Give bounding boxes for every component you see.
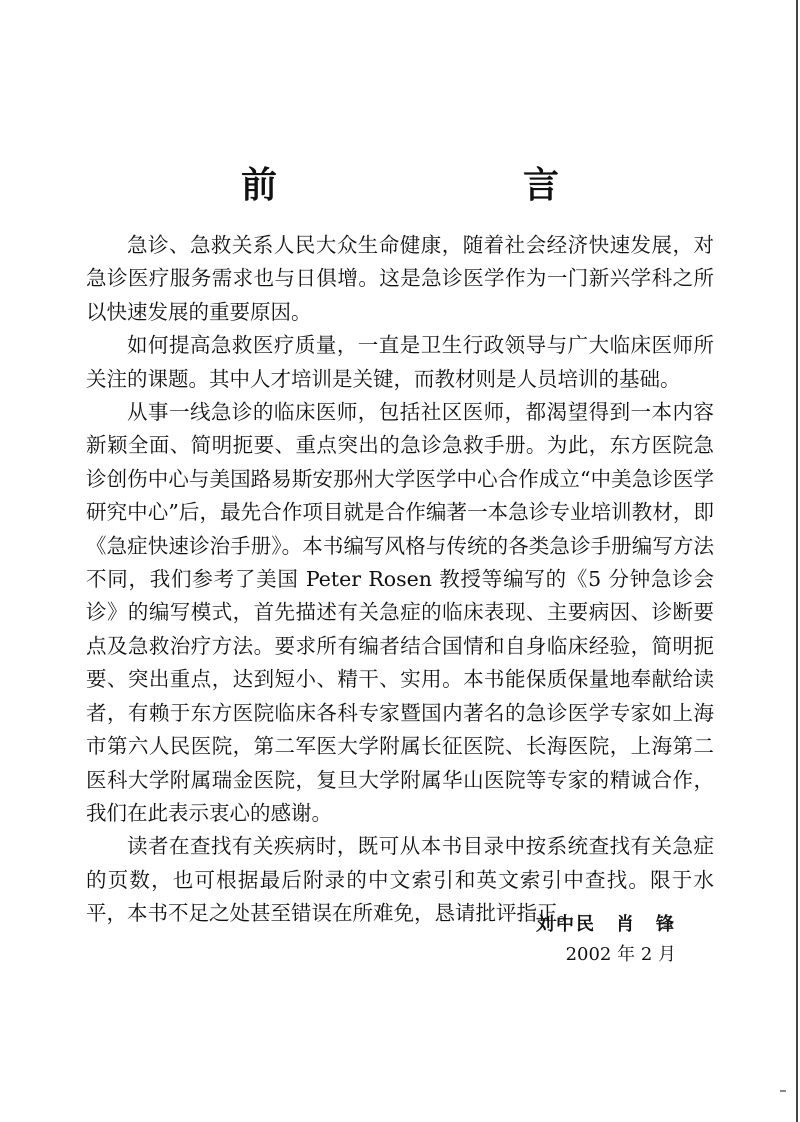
paragraph-4: 读者在查找有关疾病时，既可从本书目录中按系统查找有关急症的页数，也可根据最后附录的中文索引和英文索引中查找。限于水平，本书不足之处甚至错误在所难免，恳请批评指正。 <box>86 834 714 926</box>
preface-body <box>86 229 714 931</box>
scan-edge-mark <box>780 1090 786 1092</box>
paragraph-1: 急诊、急救关系人民大众生命健康，随着社会经济快速发展，对急诊医疗服务需求也与日俱增。这是急诊医学作为一门新兴学科之所以快速发展的重要原因。 <box>86 233 714 324</box>
author-signature: 刘中民 肖 锋 <box>536 914 676 935</box>
paragraph-3: 从事一线急诊的临床医师，包括社区医师，都渴望得到一本内容新颖全面、简明扼要、重点突出的急诊急救手册。为此，东方医院急诊创伤中心与美国路易斯安那州大学医学中心合作成立“中美急诊医学研究中心”后，最先合作项目就是合作编著一本急诊专业培训教材，即《急症快速诊治手册》。本书编写风格与传统的各类急诊手册编写方法不同，我们参考了美国 Peter Rosen 教授等编写的《5 分钟急诊会诊》的编写模式，首先描述有关急症的临床表现、主要病因、诊断要点及急救治疗方法。要求所有编者结合国情和自身临床经验，简明扼要、突出重点，达到短小、精干、实用。本书能保质保量地奉献给读者，有赖于东方医院临床各科专家暨国内著名的急诊医学专家如上海市第六人民医院，第二军医大学附属长征医院、长海医院，上海第二医科大学附属瑞金医院，复旦大学附属华山医院等专家的精诚合作，我们在此表示衷心的感谢。 <box>86 400 714 825</box>
page-title: 前 言 <box>240 164 617 206</box>
scan-edge-line <box>796 0 798 1122</box>
paragraph-2: 如何提高急救医疗质量，一直是卫生行政领导与广大临床医师所关注的课题。其中人才培训是关键，而教材则是人员培训的基础。 <box>86 333 714 391</box>
signature-date: 2002 年 2 月 <box>565 944 676 965</box>
